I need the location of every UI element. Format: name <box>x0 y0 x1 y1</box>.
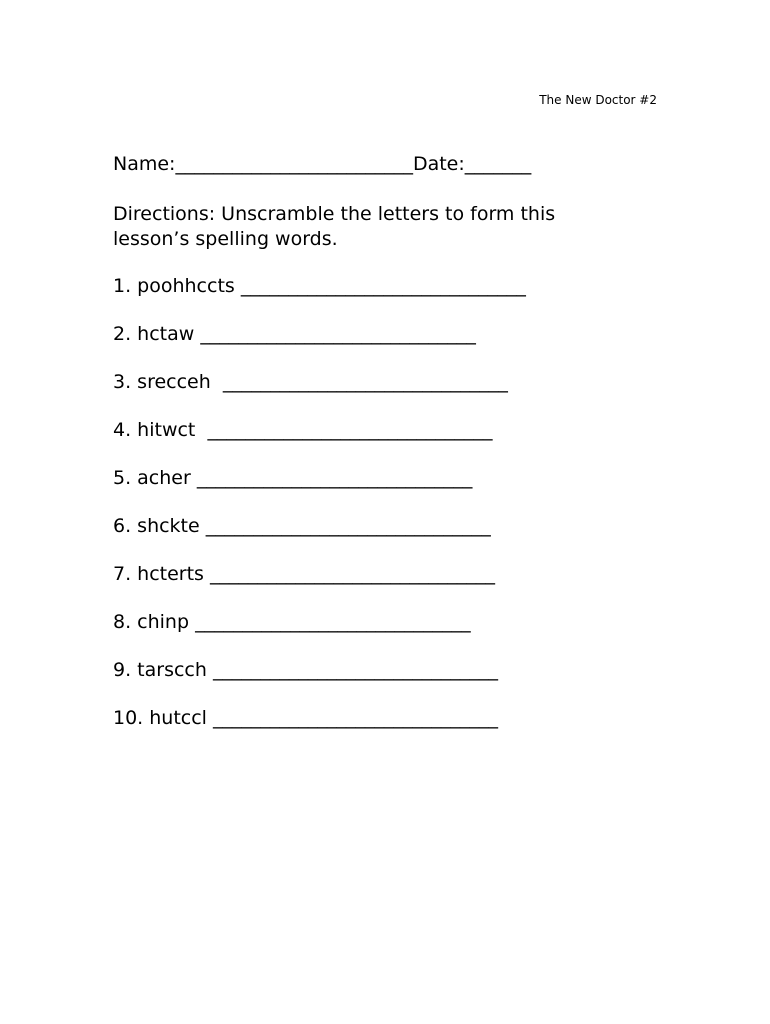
list-item: 6. shckte ______________________________ <box>113 515 491 537</box>
directions-line: Directions: Unscramble the letters to form this <box>113 203 556 225</box>
list-item: 4. hitwct ______________________________ <box>113 419 493 441</box>
list-item: 10. hutccl ______________________________ <box>113 707 499 729</box>
list-item: 2. hctaw _____________________________ <box>113 323 476 345</box>
directions-line: lesson’s spelling words. <box>113 228 338 250</box>
spelling-word-list <box>113 274 526 754</box>
list-item: 8. chinp _____________________________ <box>113 611 471 633</box>
list-item: 9. tarscch ______________________________ <box>113 659 498 681</box>
list-item: 7. hcterts ______________________________ <box>113 563 495 585</box>
list-item: 5. acher _____________________________ <box>113 467 473 489</box>
list-item: 3. srecceh ______________________________ <box>113 371 508 393</box>
list-item: 1. poohhccts ______________________________ <box>113 275 526 297</box>
document-header: The New Doctor #2 <box>539 93 657 107</box>
name-date-line: Name:_________________________Date:_______ <box>113 153 532 175</box>
directions <box>113 202 633 252</box>
